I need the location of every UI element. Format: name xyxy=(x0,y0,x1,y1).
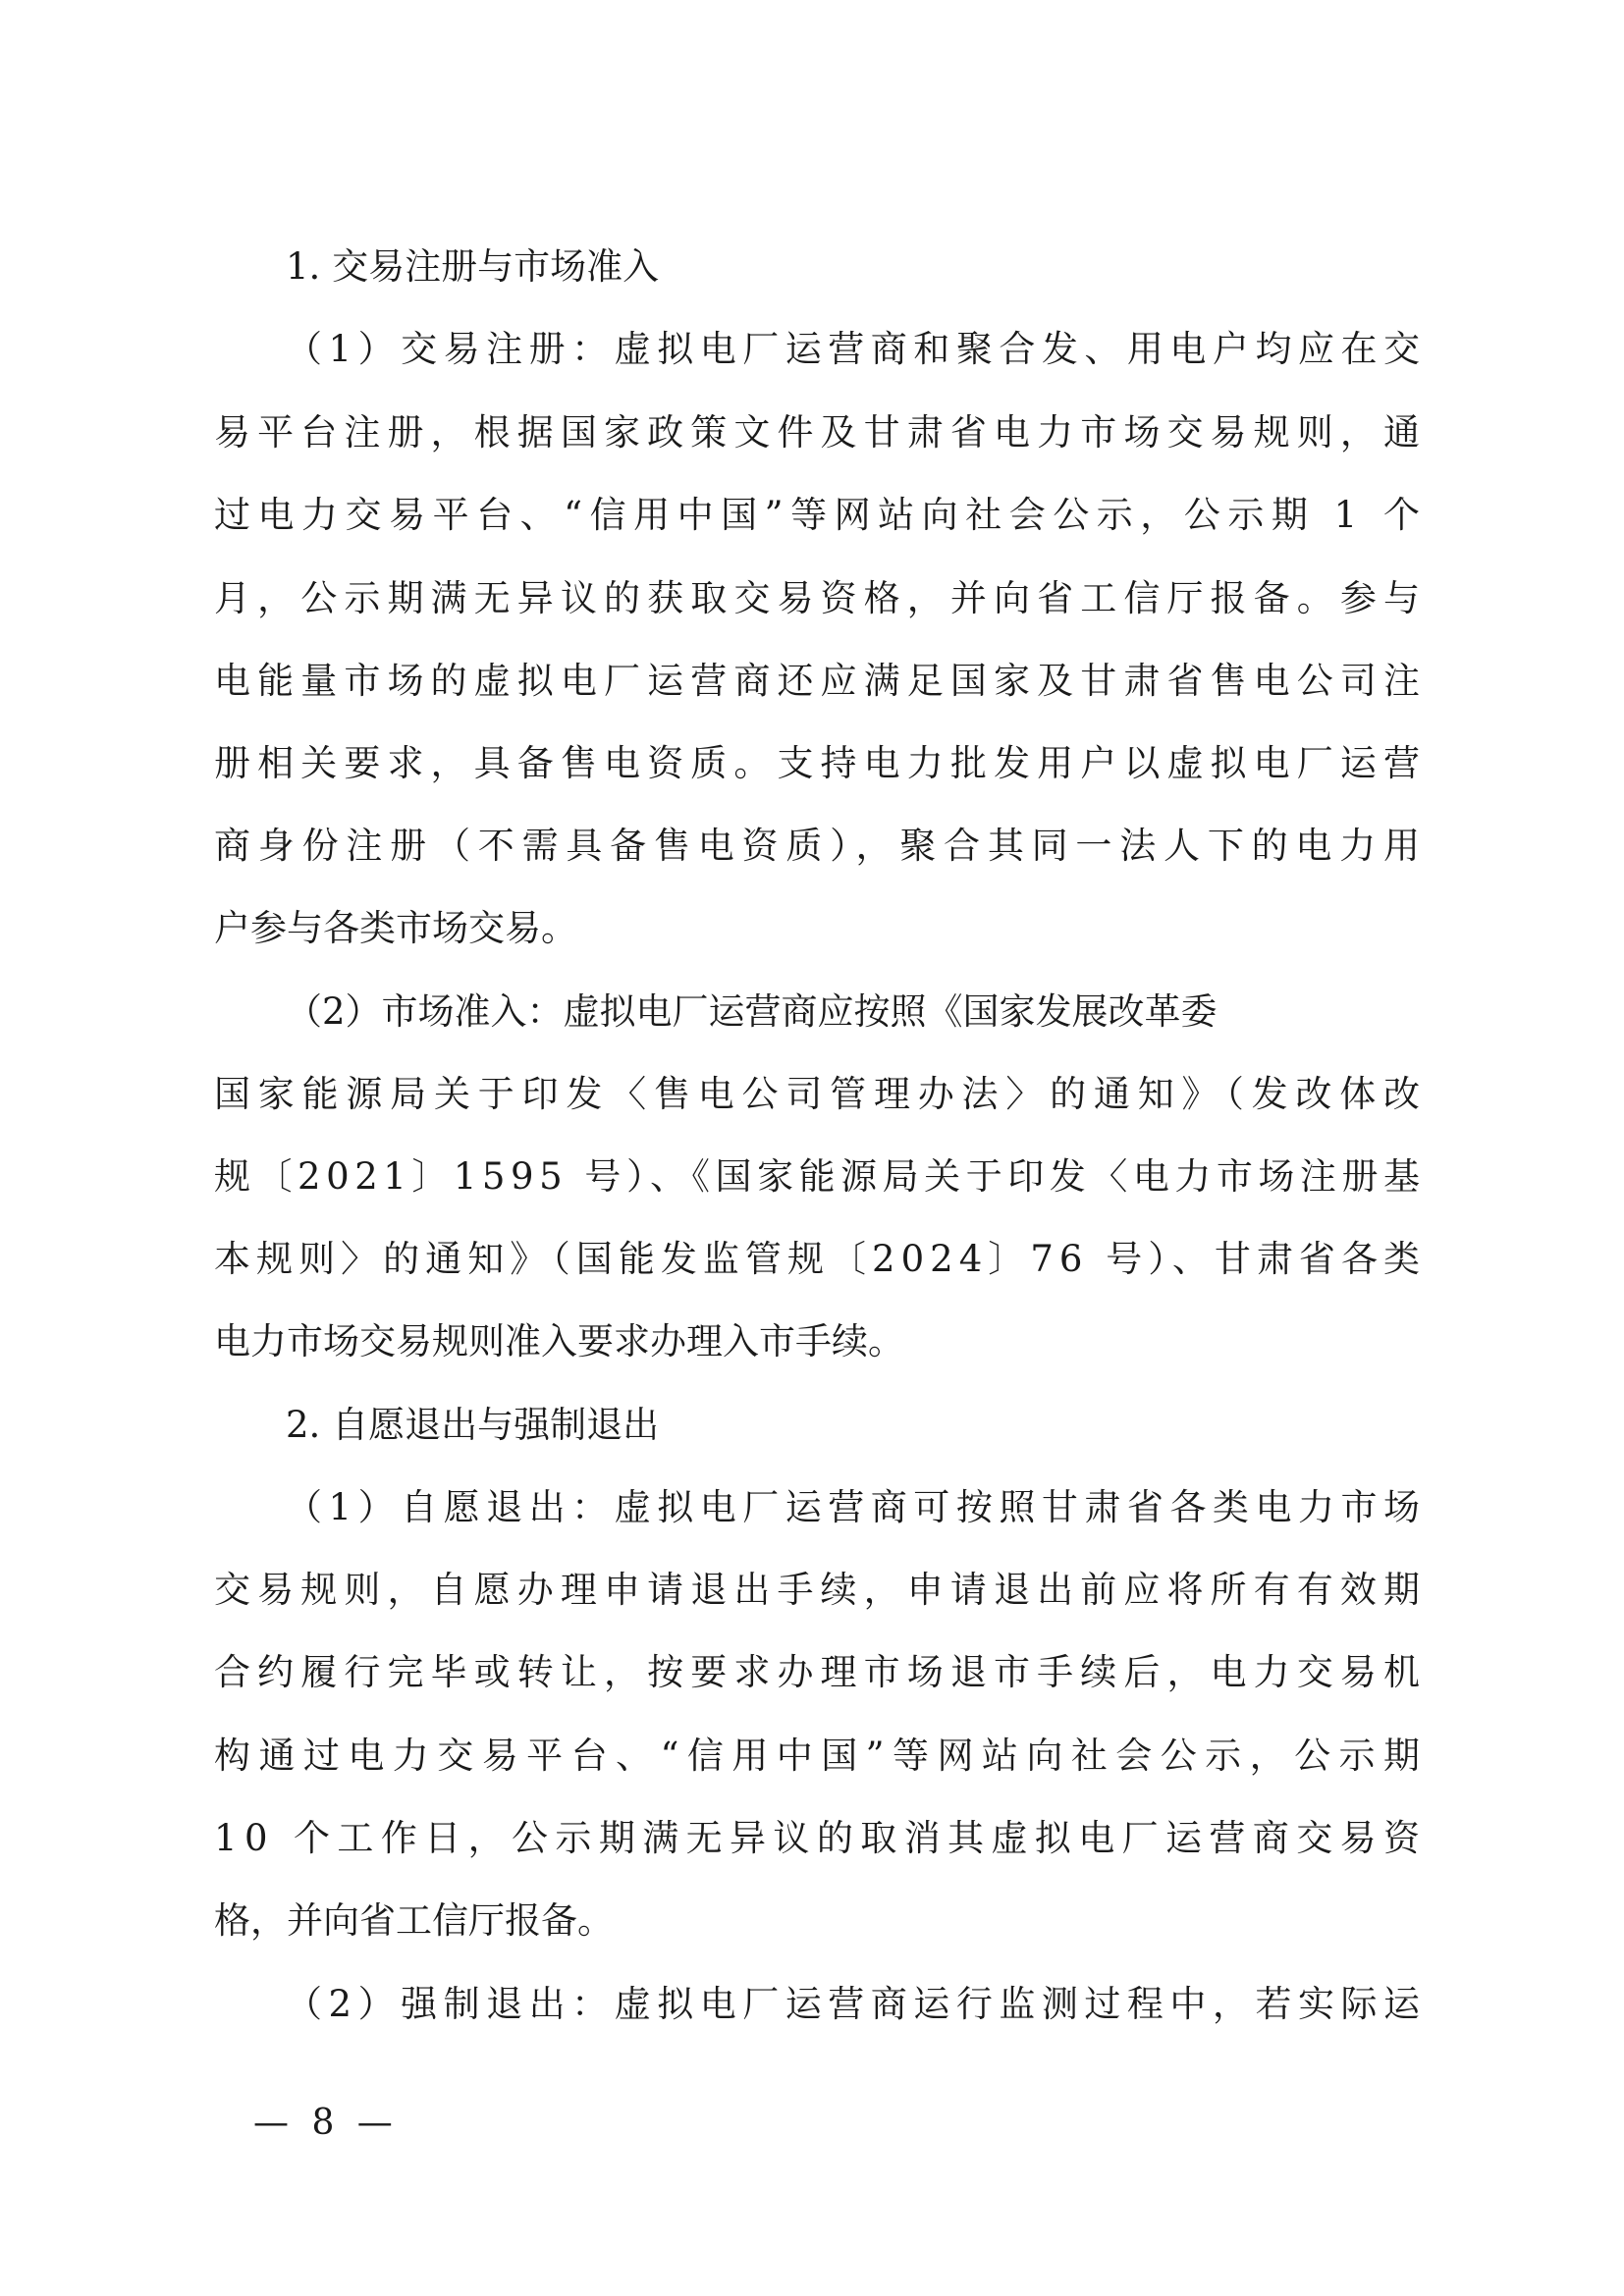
text-line xyxy=(0,1467,1624,1549)
text-line-content: 易平台注册，根据国家政策文件及甘肃省电力市场交易规则，通 xyxy=(214,411,1428,454)
text-line xyxy=(0,887,1624,970)
text-line-content: 户参与各类市场交易。 xyxy=(214,907,577,949)
text-line-content: 本规则〉的通知》（国能发监管规〔2024〕76 号）、甘肃省各类 xyxy=(214,1238,1427,1280)
text-line xyxy=(0,1797,1624,1880)
text-line xyxy=(0,1631,1624,1714)
text-line xyxy=(0,1880,1624,1962)
text-line-content: 过电力交易平台、“信用中国”等网站向社会公示，公示期 1 个 xyxy=(214,494,1428,536)
text-line-content: 10 个工作日，公示期满无异议的取消其虚拟电厂运营商交易资 xyxy=(214,1817,1428,1859)
text-line xyxy=(0,640,1624,722)
text-line xyxy=(0,1301,1624,1383)
text-line-content: 格，并向省工信厅报备。 xyxy=(214,1899,614,1942)
text-line xyxy=(0,1715,1624,1797)
text-line-content: 1. 交易注册与市场准入 xyxy=(286,245,660,288)
text-line xyxy=(0,474,1624,557)
text-line-content: 电能量市场的虚拟电厂运营商还应满足国家及甘肃省售电公司注 xyxy=(214,660,1428,702)
text-line xyxy=(0,392,1624,474)
text-line xyxy=(0,1136,1624,1218)
text-line xyxy=(0,308,1624,391)
text-line-content: （2）强制退出：虚拟电厂运营商运行监测过程中，若实际运 xyxy=(286,1983,1427,2025)
text-line-content: （1）交易注册：虚拟电厂运营商和聚合发、用电户均应在交 xyxy=(286,328,1427,370)
text-line xyxy=(0,722,1624,805)
text-line-content: 交易规则，自愿办理申请退出手续，申请退出前应将所有有效期 xyxy=(214,1569,1428,1611)
text-line xyxy=(0,226,1624,308)
text-line xyxy=(0,971,1624,1053)
text-line-content: （2）市场准入：虚拟电厂运营商应按照《国家发展改革委 xyxy=(286,990,1218,1033)
text-line-content: 2. 自愿退出与强制退出 xyxy=(286,1404,660,1446)
text-line xyxy=(0,1549,1624,1631)
text-line-content: 合约履行完毕或转让，按要求办理市场退市手续后，电力交易机 xyxy=(214,1651,1428,1693)
text-line-content: 册相关要求，具备售电资质。支持电力批发用户以虚拟电厂运营 xyxy=(214,742,1428,784)
text-line-content: 构通过电力交易平台、“信用中国”等网站向社会公示，公示期 xyxy=(214,1735,1429,1777)
text-line-content: 月，公示期满无异议的获取交易资格，并向省工信厅报备。参与 xyxy=(214,577,1428,619)
text-line xyxy=(0,805,1624,887)
text-line-content: （1）自愿退出：虚拟电厂运营商可按照甘肃省各类电力市场 xyxy=(286,1486,1427,1528)
text-line xyxy=(0,1963,1624,2046)
text-line xyxy=(0,1053,1624,1136)
text-line xyxy=(0,558,1624,640)
text-line-content: 国家能源局关于印发〈售电公司管理办法〉的通知》（发改体改 xyxy=(214,1073,1428,1115)
page-number: — 8 — xyxy=(253,2103,399,2143)
text-line-content: 规〔2021〕1595 号）、《国家能源局关于印发〈电力市场注册基 xyxy=(214,1155,1426,1198)
text-line-content: 商身份注册（不需具备售电资质），聚合其同一法人下的电力用 xyxy=(214,825,1428,867)
text-line xyxy=(0,1218,1624,1301)
text-line xyxy=(0,1384,1624,1467)
text-line-content: 电力市场交易规则准入要求办理入市手续。 xyxy=(214,1320,904,1362)
